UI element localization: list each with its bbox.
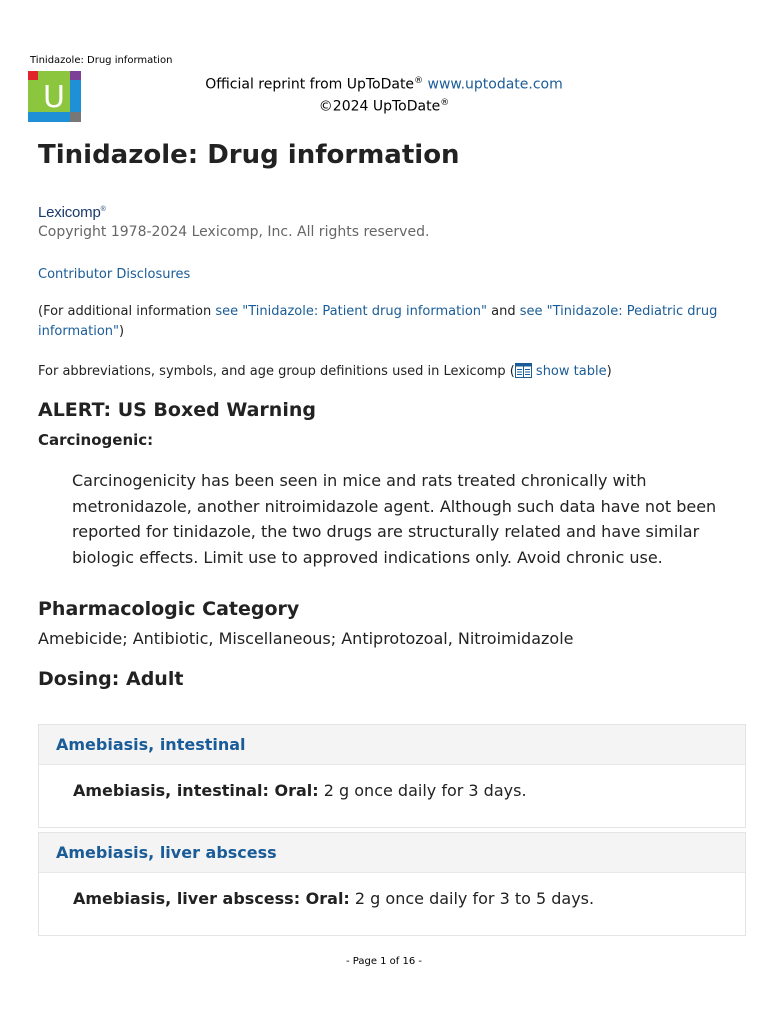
patient-info-link[interactable]: see "Tinidazole: Patient drug information" <box>215 304 488 319</box>
lexicomp-copyright: Copyright 1978-2024 Lexicomp, Inc. All rights reserved. <box>38 224 430 240</box>
lexicomp-logo-text: Lexicomp <box>38 204 101 221</box>
reprint-notice <box>0 72 768 115</box>
show-table-link[interactable] <box>515 364 607 379</box>
additional-close: ) <box>119 324 125 339</box>
lexicomp-logo <box>38 204 106 221</box>
abbreviations-note <box>38 363 612 379</box>
dosing-section-title[interactable]: Amebiasis, liver abscess <box>39 833 745 873</box>
page-title: Tinidazole: Drug information <box>38 140 460 170</box>
reg-mark: ® <box>414 76 424 86</box>
reg-mark-2: ® <box>440 97 450 108</box>
dosing-section-body <box>39 765 745 827</box>
dosing-section-body <box>39 873 745 935</box>
show-table-label: show table <box>535 364 607 379</box>
pharmacologic-category-heading: Pharmacologic Category <box>38 598 300 620</box>
pediatric-info-link[interactable]: see "Tinidazole: Pediatric drug information" <box>38 304 718 339</box>
dose-text: 2 g once daily for 3 to 5 days. <box>349 889 595 908</box>
dose-text: 2 g once daily for 3 days. <box>318 781 527 800</box>
additional-and: and <box>487 304 520 319</box>
lexicomp-reg-mark: ® <box>100 206 106 213</box>
page-number: - Page 1 of 16 - <box>345 956 423 967</box>
abbrev-close: ) <box>606 364 612 379</box>
logo-letter: U <box>43 80 65 115</box>
carcinogenic-label: Carcinogenic: <box>38 431 154 449</box>
boxed-warning-text: Carcinogenicity has been seen in mice and rats treated chronically with metronidazole, another nitroimidazole agent. Although such data have not been reported for tinidazole, the two drugs are structurally related and have similar biologic effects. Limit use to approved indications only. Avoid chronic use. <box>72 471 717 567</box>
contributor-disclosures-link[interactable]: Contributor Disclosures <box>38 267 191 282</box>
boxed-warning-heading: ALERT: US Boxed Warning <box>38 399 316 421</box>
abbrev-text: For abbreviations, symbols, and age group definitions used in Lexicomp ( <box>38 364 515 379</box>
uptodate-link[interactable]: www.uptodate.com <box>427 76 563 93</box>
additional-open: (For additional information <box>38 304 216 319</box>
dose-label: Amebiasis, liver abscess: Oral: <box>73 889 350 908</box>
reprint-prefix: Official reprint from UpToDate <box>205 76 415 93</box>
dose-label: Amebiasis, intestinal: Oral: <box>73 781 319 800</box>
table-icon <box>515 363 532 378</box>
pharmacologic-category-text: Amebicide; Antibiotic, Miscellaneous; Antiprotozoal, Nitroimidazole <box>38 629 574 648</box>
dosing-adult-heading: Dosing: Adult <box>38 668 184 690</box>
dosing-section-liver-abscess <box>38 832 746 936</box>
dosing-section-title[interactable]: Amebiasis, intestinal <box>39 725 745 765</box>
running-title: Tinidazole: Drug information <box>30 55 173 66</box>
additional-info <box>38 302 728 342</box>
dosing-section-intestinal <box>38 724 746 828</box>
reprint-copyright: ©2024 UpToDate <box>318 98 441 115</box>
